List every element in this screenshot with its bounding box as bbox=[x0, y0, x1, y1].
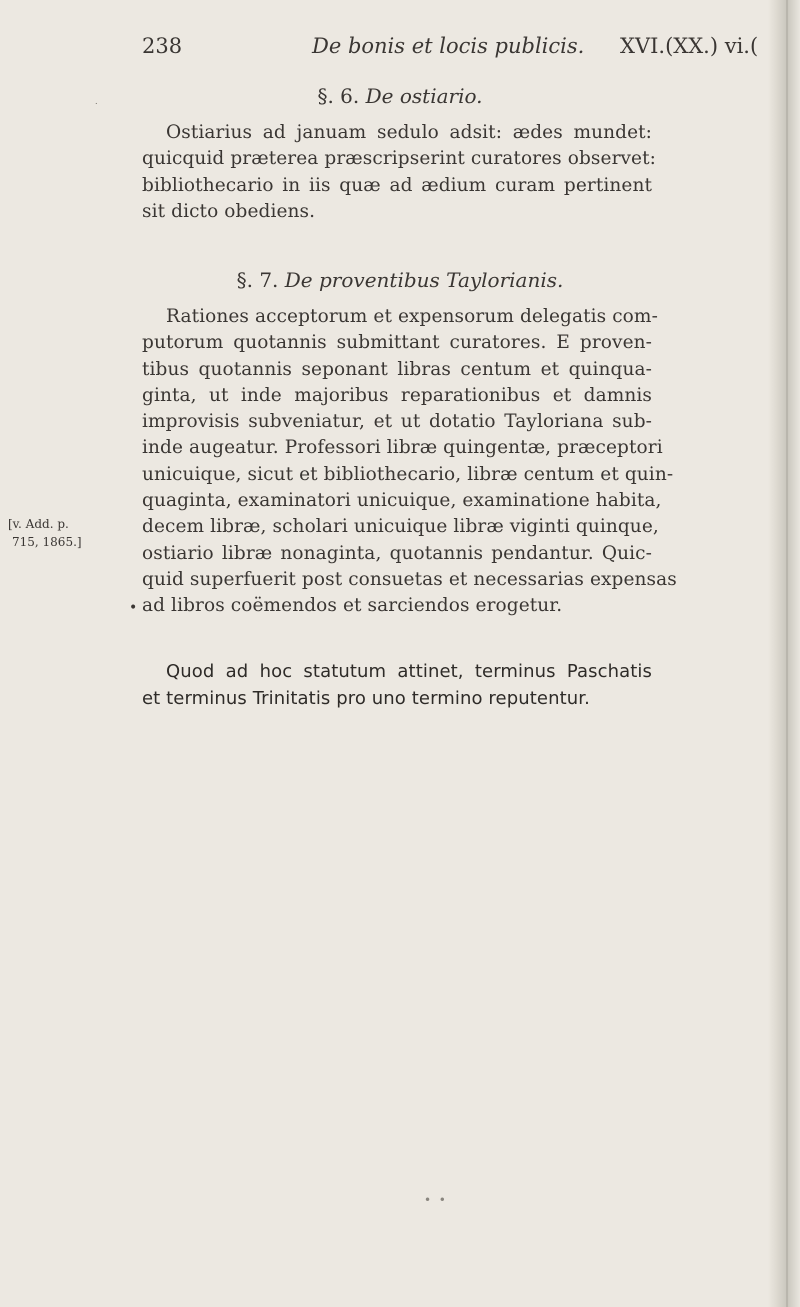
margin-note-line: [v. Add. p. bbox=[8, 517, 69, 531]
text-line: Quod ad hoc statutum attinet, terminus Paschatis bbox=[166, 661, 652, 682]
page-edge-shadow bbox=[768, 0, 800, 1307]
text-line: unicuique, sicut et bibliothecario, libræ centum et quin- bbox=[142, 463, 674, 485]
paragraph-closing bbox=[142, 658, 652, 712]
section-reference: XVI.(XX.) vi.( bbox=[620, 34, 759, 58]
section-title: De ostiario. bbox=[365, 84, 483, 108]
print-dots: • • bbox=[424, 1193, 446, 1207]
text-line: inde augeatur. Professori libræ quingentæ, præceptori bbox=[142, 437, 663, 459]
running-title: De bonis et locis publicis. bbox=[312, 34, 585, 58]
paragraph-ostiario bbox=[142, 120, 656, 225]
text-line: sit dicto obediens. bbox=[142, 200, 316, 222]
section-heading-6 bbox=[140, 84, 660, 108]
running-head bbox=[142, 34, 782, 64]
text-line: ginta, ut inde majoribus reparationibus et damnis bbox=[142, 384, 652, 406]
margin-bullet: • bbox=[129, 600, 138, 616]
text-line: quid superfuerit post consuetas et necessarias expensas bbox=[142, 568, 677, 590]
margin-note bbox=[8, 515, 82, 551]
section-number: §. 7. bbox=[236, 268, 279, 292]
print-mark: . bbox=[95, 97, 98, 106]
text-line: Rationes acceptorum et expensorum delegatis com- bbox=[166, 306, 658, 327]
text-line: bibliothecario in iis quæ ad ædium curam pertinent bbox=[142, 174, 652, 196]
text-line: quaginta, examinatori unicuique, examinatione habita, bbox=[142, 490, 662, 512]
page-number: 238 bbox=[142, 34, 183, 58]
text-line: ad libros coëmendos et sarciendos erogetur. bbox=[142, 595, 563, 617]
text-line: quicquid præterea præscripserint curatores observet: bbox=[142, 148, 656, 170]
text-line: decem libræ, scholari unicuique libræ viginti quinque, bbox=[142, 516, 659, 538]
section-title: De proventibus Taylorianis. bbox=[284, 268, 564, 292]
text-line: tibus quotannis seponant libras centum et quinqua- bbox=[142, 358, 652, 380]
page-edge-line bbox=[786, 0, 788, 1307]
text-line: improvisis subveniatur, et ut dotatio Tayloriana sub- bbox=[142, 411, 652, 433]
paragraph-proventibus bbox=[142, 304, 677, 620]
text-line: et terminus Trinitatis pro uno termino reputentur. bbox=[142, 688, 590, 709]
margin-note-line: 715, 1865.] bbox=[12, 535, 82, 549]
text-line: Ostiarius ad januam sedulo adsit: ædes mundet: bbox=[166, 122, 652, 143]
section-number: §. 6. bbox=[317, 84, 360, 108]
section-heading-7 bbox=[140, 268, 660, 292]
text-line: putorum quotannis submittant curatores. E proven- bbox=[142, 332, 652, 354]
text-line: ostiario libræ nonaginta, quotannis pendantur. Quic- bbox=[142, 542, 652, 564]
